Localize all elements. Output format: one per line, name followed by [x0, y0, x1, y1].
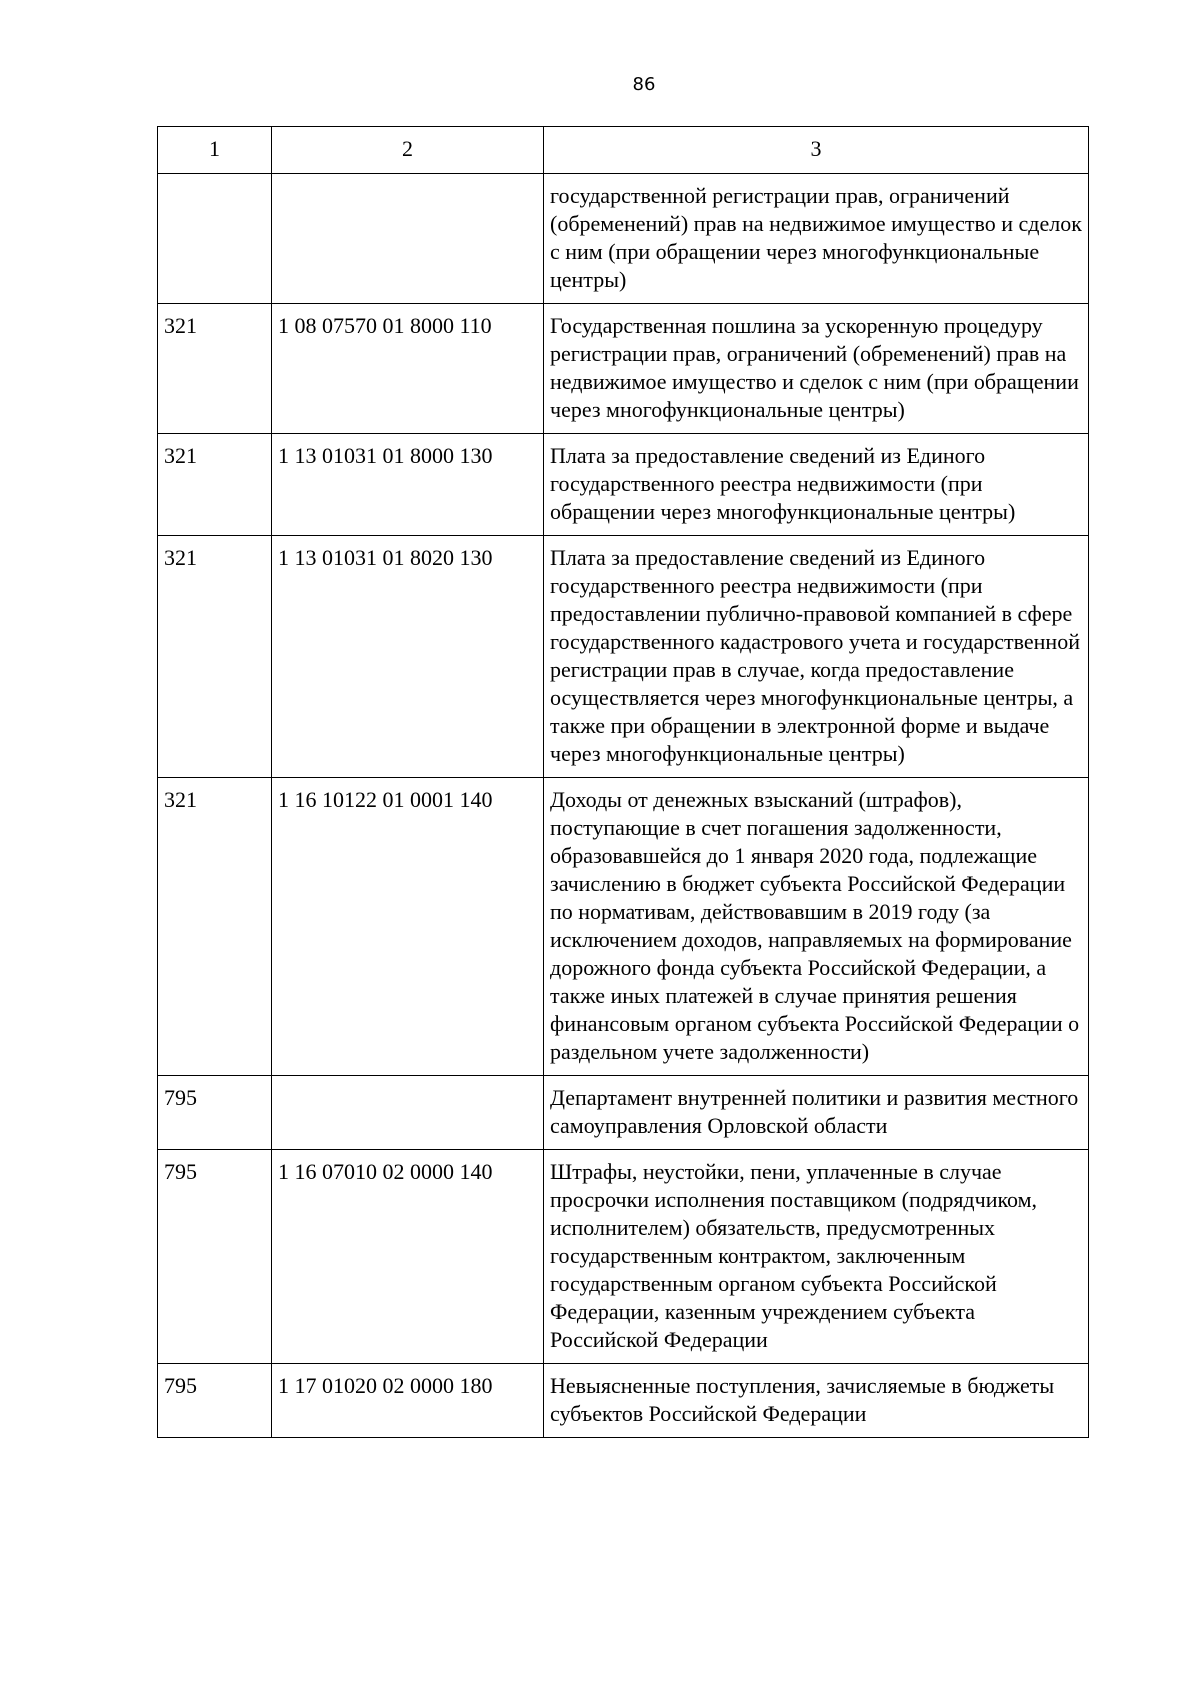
table-row: [158, 434, 1089, 536]
header-col-3: 3: [544, 127, 1089, 174]
table-row: [158, 1076, 1089, 1150]
budget-code-cell: 1 16 07010 02 0000 140: [272, 1150, 544, 1364]
description-cell: Департамент внутренней политики и развития местного самоуправления Орловской области: [544, 1076, 1089, 1150]
header-col-1: 1: [158, 127, 272, 174]
table-row: [158, 304, 1089, 434]
admin-code-cell: 321: [158, 304, 272, 434]
description-cell: государственной регистрации прав, ограничений (обременений) прав на недвижимое имущество и сделок с ним (при обращении через многофункциональные центры): [544, 174, 1089, 304]
description-cell: Плата за предоставление сведений из Единого государственного реестра недвижимости (при предоставлении публично-правовой компанией в сфере государственного кадастрового учета и государственной регистрации прав в случае, когда предоставление осуществляется через многофункциональные центры, а также при обращении в электронной форме и выдаче через многофункциональные центры): [544, 536, 1089, 778]
budget-code-cell: 1 13 01031 01 8000 130: [272, 434, 544, 536]
admin-code-cell: 321: [158, 434, 272, 536]
table-header-row: [158, 127, 1089, 174]
admin-code-cell: 321: [158, 778, 272, 1076]
admin-code-cell: 795: [158, 1364, 272, 1438]
table-row: [158, 778, 1089, 1076]
budget-code-cell: [272, 174, 544, 304]
table-row: [158, 1364, 1089, 1438]
header-col-2: 2: [272, 127, 544, 174]
table-row: [158, 536, 1089, 778]
budget-code-cell: 1 16 10122 01 0001 140: [272, 778, 544, 1076]
description-cell: Плата за предоставление сведений из Единого государственного реестра недвижимости (при обращении через многофункциональные центры): [544, 434, 1089, 536]
description-cell: Доходы от денежных взысканий (штрафов), поступающие в счет погашения задолженности, образовавшейся до 1 января 2020 года, подлежащие зачислению в бюджет субъекта Российской Федерации по нормативам, действовавшим в 2019 году (за исключением доходов, направляемых на формирование дорожного фонда субъекта Российской Федерации, а также иных платежей в случае принятия решения финансовым органом субъекта Российской Федерации о раздельном учете задолженности): [544, 778, 1089, 1076]
page-number: 86: [632, 74, 656, 95]
budget-codes-table: [157, 126, 1089, 1438]
admin-code-cell: 321: [158, 536, 272, 778]
admin-code-cell: [158, 174, 272, 304]
table-row: [158, 174, 1089, 304]
description-cell: Штрафы, неустойки, пени, уплаченные в случае просрочки исполнения поставщиком (подрядчиком, исполнителем) обязательств, предусмотренных государственным контрактом, заключенным государственным органом субъекта Российской Федерации, казенным учреждением субъекта Российской Федерации: [544, 1150, 1089, 1364]
budget-code-cell: 1 13 01031 01 8020 130: [272, 536, 544, 778]
budget-code-cell: 1 08 07570 01 8000 110: [272, 304, 544, 434]
admin-code-cell: 795: [158, 1150, 272, 1364]
description-cell: Невыясненные поступления, зачисляемые в бюджеты субъектов Российской Федерации: [544, 1364, 1089, 1438]
budget-code-cell: 1 17 01020 02 0000 180: [272, 1364, 544, 1438]
description-cell: Государственная пошлина за ускоренную процедуру регистрации прав, ограничений (обременений) прав на недвижимое имущество и сделок с ним (при обращении через многофункциональные центры): [544, 304, 1089, 434]
table-row: [158, 1150, 1089, 1364]
admin-code-cell: 795: [158, 1076, 272, 1150]
budget-code-cell: [272, 1076, 544, 1150]
